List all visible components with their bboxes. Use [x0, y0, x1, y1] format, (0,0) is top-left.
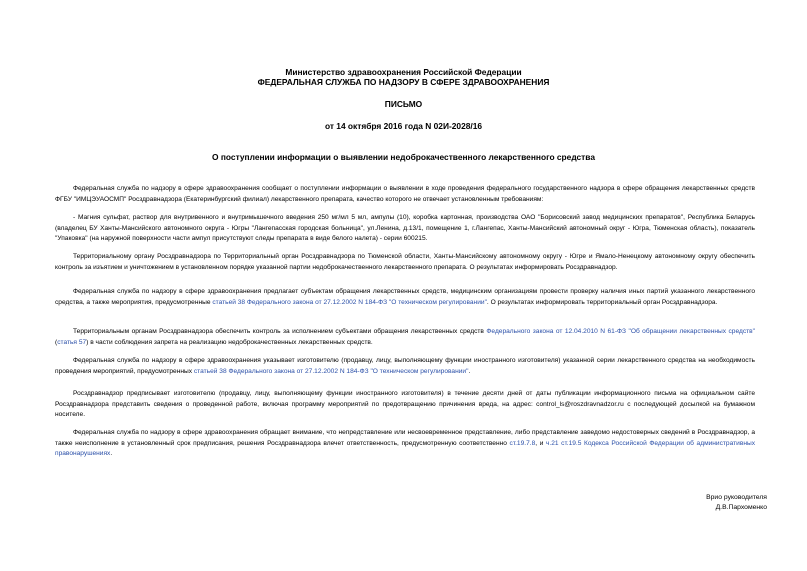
- paragraph-6-text-b: .: [468, 367, 471, 375]
- link-article-57[interactable]: статья 57: [57, 338, 87, 346]
- service-name: ФЕДЕРАЛЬНАЯ СЛУЖБА ПО НАДЗОРУ В СФЕРЕ ЗДРАВООХРАНЕНИЯ: [257, 77, 550, 87]
- signature-name: Д.В.Пархоменко: [715, 504, 767, 511]
- document-date-number: от 14 октября 2016 года N 02И-2028/16: [324, 121, 483, 131]
- paragraph-8-text-c: .: [110, 450, 113, 457]
- paragraph-1: Федеральная служба по надзору в сфере здравоохранения сообщает о поступлении информации о выявлении в ходе проведения федерального государственного надзора в сфере обращения лекарственных средств ФГБУ "ИМЦЭУАОСМП" Росздравнадзора (Екатеринбургский филиал) лекарственного препарата, качество которого не отвечает установленным требованиям:: [55, 185, 755, 203]
- paragraph-8-text-a: Федеральная служба по надзору в сфере здравоохранения обращает внимание, что непредставление или несвоевременное представление, либо представление заведомо недостоверных сведений в Росздравнадзор, а также неисполнение в установленный срок предписания, решения Росздравнадзора влечет ответственность, предусмотренную соответственно: [55, 429, 755, 447]
- paragraph-3: Территориальному органу Росздравнадзора по Территориальный орган Росздравнадзора по Тюменской области, Ханты-Мансийскому автономному округу - Югре и Ямало-Ненецкому автономному округу обеспечить контроль за изъятием и уничтожением в установленном порядке указанной партии недоброкачественного лекарственного препарата. О результатах информировать Росздравнадзор.: [55, 253, 755, 271]
- paragraph-6: [55, 356, 755, 377]
- ministry-name: Министерство здравоохранения Российской Федерации: [285, 67, 522, 77]
- signature-position: Врио руководителя: [706, 494, 767, 501]
- paragraph-5-text-c: ) в части соблюдения запрета на реализацию недоброкачественных лекарственных средств.: [86, 338, 373, 346]
- paragraph-5-text-a: Территориальным органам Росздравнадзора обеспечить контроль за исполнением субъектами обращения лекарственных средств: [73, 328, 487, 335]
- document-type: ПИСЬМО: [384, 99, 423, 109]
- link-koap-19-7-8[interactable]: ст.19.7.8: [509, 439, 536, 447]
- paragraph-5: [55, 327, 755, 348]
- paragraph-7: Росздравнадзор предписывает изготовителю (продавцу, лицу, выполняющему функции иностранного изготовителя) в течение десяти дней от даты публикации информационного письма на официальном сайте Росздравнадзора представить сведения о проведенной работе, включая программу мероприятий по предотвращению причинения вреда, на адрес: control_ls@roszdravnadzor.ru с последующей досылкой на бумажном носителе.: [55, 390, 755, 418]
- paragraph-5-text-b: (: [55, 338, 58, 346]
- paragraph-8-text-b: , и: [535, 439, 546, 447]
- document-title: О поступлении информации о выявлении недоброкачественного лекарственного средства: [212, 152, 595, 162]
- paragraph-2-item: - Магния сульфат, раствор для внутривенного и внутримышечного введения 250 мг/мл 5 мл, ампулы (10), коробка картонная, производства ОАО "Борисовский завод медицинских препаратов", Республика Беларусь (владелец БУ Ханты-Мансийского автономного округа - Югры "Лангепасская городская больница", ул.Ленина, д.13/1, помещение 1, г.Лангепас, Ханты-Мансийский автономный округ - Югра, Тюменская область), показатель "Упаковка" (на наружной поверхности части ампул присутствуют следы препарата в виде белого налета) - серии 600215.: [55, 214, 755, 242]
- link-law-184-art38[interactable]: статьей 38 Федерального закона от 27.12.2002 N 184-ФЗ "О техническом регулировании": [212, 298, 487, 306]
- link-law-184-art38-2[interactable]: статьей 38 Федерального закона от 27.12.2002 N 184-ФЗ "О техническом регулировании": [193, 367, 469, 375]
- link-law-61[interactable]: Федерального закона от 12.04.2010 N 61-ФЗ "Об обращении лекарственных средств": [486, 328, 756, 335]
- paragraph-4: [55, 287, 755, 308]
- paragraph-4-text-a: Федеральная служба по надзору в сфере здравоохранения предлагает субъектам обращения лекарственных средств, медицинским организациям провести проверку наличия иных партий указанного лекарственного средства, а также мероприятия, предусмотренные: [55, 288, 755, 306]
- paragraph-4-text-b: . О результатах информировать территориальный орган Росздравнадзора.: [486, 298, 718, 306]
- link-koap-19-5[interactable]: ч.21 ст.19.5 Кодекса Российской Федерации об административных правонарушениях: [55, 439, 755, 457]
- paragraph-8: [55, 428, 755, 460]
- paragraph-6-text-a: Федеральная служба по надзору в сфере здравоохранения указывает изготовителю (продавцу, лицу, выполняющему функции иностранного изготовителя) указанной серии лекарственного средства на необходимость проведения мероприятий, предусмотренных: [55, 357, 755, 375]
